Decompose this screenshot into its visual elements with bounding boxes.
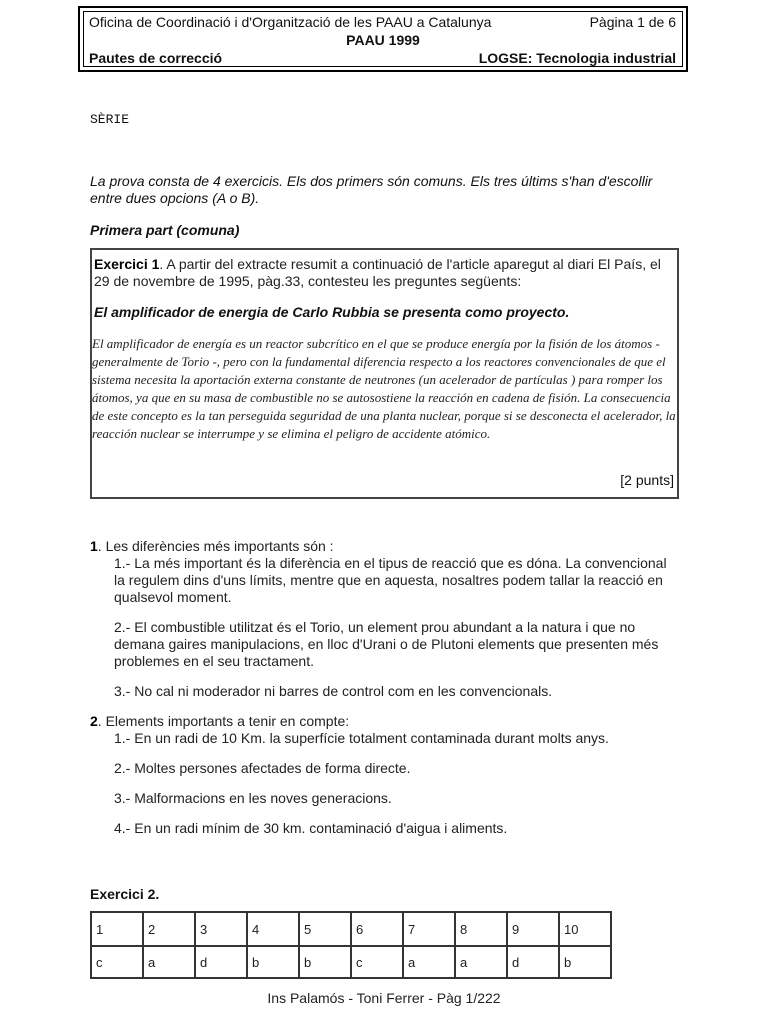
answer-1-text: . Les diferències més importants són : xyxy=(97,538,334,554)
header-page-number: Pàgina 1 de 6 xyxy=(589,14,676,30)
header-subject: LOGSE: Tecnologia industrial xyxy=(478,50,676,66)
table-cell-number: 5 xyxy=(299,912,351,946)
answer-2-item: 2.- Moltes persones afectades de forma directe. xyxy=(114,760,411,776)
exercise1-quote: El amplificador de energía es un reactor subcrítico en el que se produce energía por la fisión de los átomos - generalmente de Torio -, pero con la fundamental diferencia respecto a los reactores convencionales de que el sistema necesita la aportación externa constante de neutrones (un acelerador de partículas ) para romper los átomos, ya que en su masa de combustible no se autosostiene la reacción en cadena de fisión. La consecuencia de este concepto es la tan perseguida seguridad de una planta nuclear, porque si se desconecta el acelerador, la reacción nuclear se interrumpe y se elimina el peligro de accidente atómico. xyxy=(92,336,676,441)
serie-label: SÈRIE xyxy=(90,112,130,127)
table-cell-answer: b xyxy=(299,946,351,978)
table-cell-answer: d xyxy=(507,946,559,978)
header-exam-title: PAAU 1999 xyxy=(346,32,420,48)
answer-1-item: 3.- No cal ni moderador ni barres de control com en les convencionals. xyxy=(114,683,553,699)
table-cell-answer: b xyxy=(247,946,299,978)
table-cell-answer: a xyxy=(455,946,507,978)
exercise1-label: Exercici 1 xyxy=(94,256,160,272)
exercise2-title: Exercici 2. xyxy=(90,886,160,902)
intro-text: La prova consta de 4 exercicis. Els dos primers són comuns. Els tres últims s'han d'escollir entre dues opcions (A o B). xyxy=(90,173,653,206)
table-row-answers xyxy=(91,946,611,978)
exercise1-box xyxy=(90,248,679,499)
table-cell-number: 2 xyxy=(143,912,195,946)
page-footer: Ins Palamós - Toni Ferrer - Pàg 1/222 xyxy=(267,990,501,1006)
exercise1-lead-text: . A partir del extracte resumit a continuació de l'article aparegut al diari El País, el 29 de novembre de 1995, pàg.33, contesteu les preguntes següents: xyxy=(94,256,661,289)
table-cell-number: 4 xyxy=(247,912,299,946)
table-cell-number: 7 xyxy=(403,912,455,946)
answer-1-item: 1.- La més important és la diferència en el tipus de reacció que es dóna. La convencional la regulem dins d'uns límits, mentre que en aquesta, nosaltres podem tallar la reacció en qualsevol moment. xyxy=(114,555,667,605)
document-header xyxy=(78,6,688,72)
table-cell-answer: c xyxy=(91,946,143,978)
answer-1-number: 1 xyxy=(90,538,98,554)
answer-2-item: 1.- En un radi de 10 Km. la superfície totalment contaminada durant molts anys. xyxy=(114,730,609,746)
table-cell-number: 1 xyxy=(91,912,143,946)
answer-1-item: 2.- El combustible utilitzat és el Torio, un element prou abundant a la natura i que no demana gaires manipulacions, en lloc d'Urani o de Plutoni elements que presenten més problemes en el seu tractament. xyxy=(114,619,659,669)
table-cell-number: 6 xyxy=(351,912,403,946)
answer-2-number: 2 xyxy=(90,713,98,729)
exercise2-answer-table xyxy=(90,911,612,979)
table-cell-number: 3 xyxy=(195,912,247,946)
answer-1-heading xyxy=(90,538,680,555)
answer-2-text: . Elements importants a tenir en compte: xyxy=(97,713,350,729)
exercise1-points: [2 punts] xyxy=(620,472,674,488)
answer-2-item: 4.- En un radi mínim de 30 km. contaminació d'aigua i aliments. xyxy=(114,820,508,836)
table-cell-number: 10 xyxy=(559,912,611,946)
answer-2-heading xyxy=(90,713,680,730)
exercise1-headline: El amplificador de energia de Carlo Rubbia se presenta como proyecto. xyxy=(94,304,570,320)
table-cell-answer: a xyxy=(143,946,195,978)
table-row-numbers xyxy=(91,912,611,946)
header-organization: Oficina de Coordinació i d'Organització de les PAAU a Catalunya xyxy=(89,14,492,30)
exercise1-lead xyxy=(94,256,674,290)
table-cell-answer: c xyxy=(351,946,403,978)
answers-section xyxy=(90,538,680,850)
table-cell-number: 8 xyxy=(455,912,507,946)
table-cell-answer: b xyxy=(559,946,611,978)
header-left-label: Pautes de correcció xyxy=(89,50,223,66)
answer-2-item: 3.- Malformacions en les noves generacions. xyxy=(114,790,392,806)
table-cell-answer: d xyxy=(195,946,247,978)
table-cell-answer: a xyxy=(403,946,455,978)
part-title: Primera part (comuna) xyxy=(90,222,240,238)
table-cell-number: 9 xyxy=(507,912,559,946)
